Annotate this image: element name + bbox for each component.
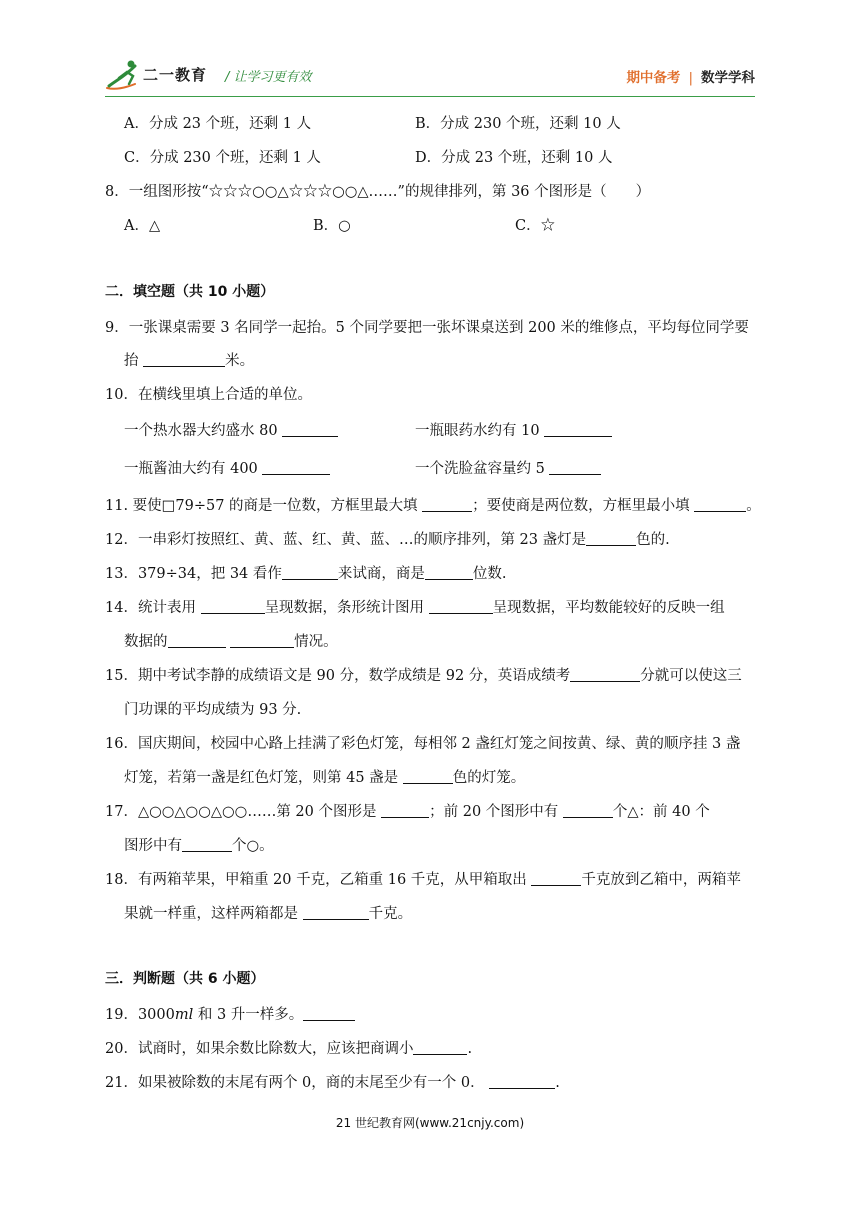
q10-blank-d[interactable] [549, 460, 601, 475]
q17-text-d: 图形中有 [124, 838, 182, 854]
q14-blank-4[interactable] [230, 633, 294, 648]
q13-text-a: 13．379÷34，把 34 看作 [105, 566, 282, 582]
q8-option-a: A．△ [124, 218, 161, 234]
q20-text-b: . [467, 1041, 473, 1057]
tag-separator: | [688, 70, 693, 86]
q7-option-a: A．分成 23 个班，还剩 1 人 [124, 116, 312, 132]
q11-text-a: 11. 要使□79÷57 的商是一位数，方框里最大填 [105, 498, 423, 514]
q17-text-e: 个○。 [232, 838, 274, 854]
q12-blank[interactable] [586, 531, 636, 546]
q8-option-c: C．☆ [515, 218, 556, 234]
q16-text-a: 灯笼，若第一盏是红色灯笼，则第 45 盏是 [124, 770, 403, 786]
q17-line1 [105, 800, 710, 821]
q17-text-b: ；前 20 个图形中有 [429, 804, 563, 820]
q20-blank[interactable] [413, 1040, 467, 1055]
q12-text-b: 色的. [636, 532, 670, 548]
q15-blank[interactable] [570, 667, 640, 682]
section-fill-blank-title: 二．填空题（共 10 小题） [105, 284, 275, 300]
q18-text-c: 果就一样重，这样两箱都是 [124, 906, 303, 922]
q17-line2 [124, 834, 274, 855]
q7-option-c: C．分成 230 个班，还剩 1 人 [124, 150, 321, 166]
q14-text-c: 呈现数据，平均数能较好的反映一组 [492, 600, 725, 616]
q7-option-d: D．分成 23 个班，还剩 10 人 [415, 150, 613, 166]
q17-blank-3[interactable] [182, 837, 232, 852]
tag-subject: 数学学科 [701, 70, 755, 86]
q21-text-a: 21．如果被除数的末尾有两个 0，商的末尾至少有一个 0． [105, 1075, 490, 1091]
q11-blank-2[interactable] [694, 497, 746, 512]
subject-tag [626, 66, 755, 86]
q17-text-c: 个△：前 40 个 [612, 804, 710, 820]
q9-answer-blank[interactable] [143, 352, 225, 367]
q9-line1: 9．一张课桌需要 3 名同学一起抬。5 个同学要把一张坏课桌送到 200 米的维修点，平均每位同学要 [105, 320, 749, 336]
page-footer: 21 世纪教育网(www.21cnjy.com) [335, 1116, 525, 1130]
q13-blank-1[interactable] [282, 565, 338, 580]
q9-text-b: 米。 [225, 353, 255, 369]
q10-text-d: 一个洗脸盆容量约 5 [415, 461, 550, 477]
q10-item-d [415, 457, 601, 478]
q18-text-d: 千克。 [368, 906, 413, 922]
q16-text-b: 色的灯笼。 [452, 770, 526, 786]
q14-line1 [105, 596, 725, 617]
q15-line2: 门功课的平均成绩为 93 分. [124, 702, 302, 718]
q16-blank[interactable] [403, 769, 453, 784]
q8-stem: 8．一组图形按“☆☆☆○○△☆☆☆○○△……”的规律排列，第 36 个图形是（ ） [105, 184, 651, 200]
q11-text-c: 。 [746, 498, 761, 514]
q11-blank-1[interactable] [422, 497, 472, 512]
q19-blank[interactable] [303, 1006, 355, 1021]
q13-blank-2[interactable] [425, 565, 473, 580]
q10-item-b [415, 419, 612, 440]
q14-text-a: 14．统计表用 [105, 600, 201, 616]
q17-text-a: 17．△○○△○○△○○……第 20 个图形是 [105, 804, 382, 820]
q13 [105, 562, 507, 583]
logo-text: 二一教育 [143, 66, 208, 84]
q14-blank-2[interactable] [429, 599, 493, 614]
q14-text-d: 数据的 [124, 634, 168, 650]
q11 [105, 494, 761, 515]
q19-unit: ml [174, 1007, 194, 1023]
q14-line2 [124, 630, 338, 651]
q19 [105, 1003, 355, 1024]
q9-text-a: 抬 [124, 353, 144, 369]
q15-line1 [105, 664, 742, 685]
q19-text-a: 19．3000 [105, 1007, 175, 1023]
q10-blank-c[interactable] [262, 460, 330, 475]
q21-text-b: . [555, 1075, 560, 1091]
q13-text-c: 位数. [472, 566, 507, 582]
q18-blank-1[interactable] [531, 871, 581, 886]
header-divider [105, 96, 755, 97]
q10-stem: 10．在横线里填上合适的单位。 [105, 387, 312, 403]
page-header [105, 58, 755, 94]
q10-blank-a[interactable] [282, 422, 338, 437]
q10-blank-b[interactable] [544, 422, 612, 437]
q19-text-b: 和 3 升一样多。 [193, 1007, 304, 1023]
q15-text-b: 分就可以使这三 [640, 668, 742, 684]
q14-blank-1[interactable] [201, 599, 265, 614]
q20-text-a: 20．试商时，如果余数比除数大，应该把商调小 [105, 1041, 414, 1057]
q10-text-b: 一瓶眼药水约有 10 [415, 423, 545, 439]
q15-text-a: 15．期中考试李静的成绩语文是 90 分，数学成绩是 92 分，英语成绩考 [105, 668, 571, 684]
q17-blank-2[interactable] [563, 803, 613, 818]
q12-text-a: 12．一串彩灯按照红、黄、蓝、红、黄、蓝、…的顺序排列，第 23 盏灯是 [105, 532, 587, 548]
q18-text-a: 18．有两箱苹果，甲箱重 20 千克，乙箱重 16 千克，从甲箱取出 [105, 872, 532, 888]
q9-line2 [124, 349, 254, 370]
q14-text-b: 呈现数据，条形统计图用 [264, 600, 429, 616]
q21-blank[interactable] [489, 1074, 555, 1089]
section-judgment-title: 三．判断题（共 6 小题） [105, 971, 265, 987]
q7-option-b: B．分成 230 个班，还剩 10 人 [415, 116, 621, 132]
q10-item-c [124, 457, 330, 478]
q16-line1: 16．国庆期间，校园中心路上挂满了彩色灯笼，每相邻 2 盏红灯笼之间按黄、绿、黄的顺序挂 3 盏 [105, 736, 741, 752]
q10-text-a: 一个热水器大约盛水 80 [124, 423, 283, 439]
q16-line2 [124, 766, 525, 787]
q18-text-b: 千克放到乙箱中，两箱苹 [581, 872, 741, 888]
q11-text-b: ；要使商是两位数，方框里最小填 [472, 498, 695, 514]
q12 [105, 528, 670, 549]
slogan: / 让学习更有效 [225, 70, 312, 85]
q14-blank-3[interactable] [168, 633, 226, 648]
q10-text-c: 一瓶酱油大约有 400 [124, 461, 263, 477]
q10-item-a [124, 419, 338, 440]
q18-line1 [105, 868, 741, 889]
q17-blank-1[interactable] [381, 803, 429, 818]
q21 [105, 1071, 560, 1092]
q18-line2 [124, 902, 412, 923]
tag-exam: 期中备考 [626, 70, 681, 86]
q20 [105, 1037, 472, 1058]
q8-option-b: B．○ [313, 218, 351, 234]
q13-text-b: 来试商，商是 [337, 566, 425, 582]
q14-text-e: 情况。 [294, 634, 338, 650]
q18-blank-2[interactable] [303, 905, 369, 920]
